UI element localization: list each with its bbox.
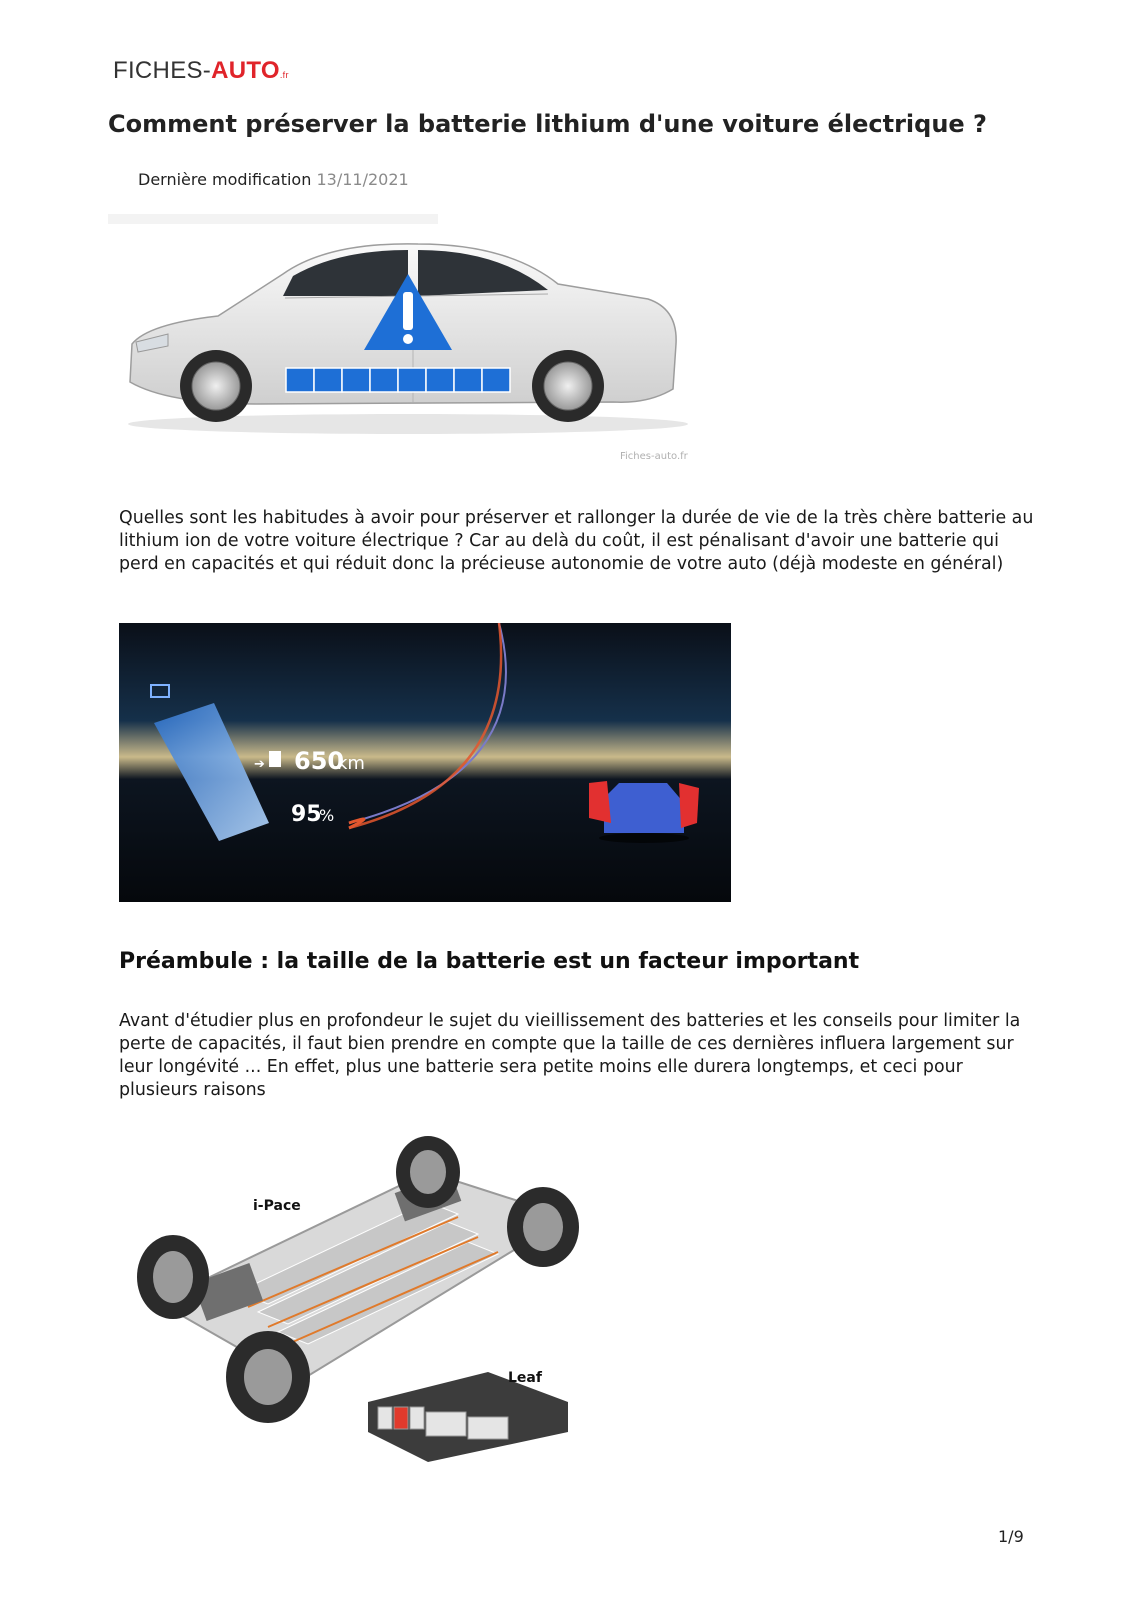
car-warning-image	[108, 214, 708, 476]
logo-text-auto: AUTO	[211, 57, 280, 84]
range-unit: km	[337, 753, 365, 774]
battery-comparison-image	[128, 1132, 598, 1487]
intro-paragraph: Quelles sont les habitudes à avoir pour préserver et rallonger la durée de vie de la très chère batterie au lithium ion de votre voiture électrique ? Car au delà du coût, il est pénalisant d'avoir une batterie qui perd en capacités et qui réduit donc la précieuse autonomie de votre auto (déjà modeste en général)	[119, 508, 1034, 574]
label-leaf: Leaf	[508, 1370, 542, 1386]
dashboard-range-image	[119, 623, 731, 902]
battery-unit: %	[319, 806, 335, 825]
battery-value: 95	[291, 802, 322, 827]
svg-text:➔: ➔	[254, 757, 265, 772]
last-modified-date: 13/11/2021	[316, 170, 409, 189]
last-modified	[138, 170, 409, 189]
image-watermark: Fiches-auto.fr	[620, 451, 688, 462]
section-paragraph-preambule: Avant d'étudier plus en profondeur le sujet du vieillissement des batteries et les conseils pour limiter la perte de capacités, il faut bien prendre en compte que la taille de ces dernières influera largement sur leur longévité ... En effet, plus une batterie sera petite moins elle durera longtemps, et ceci pour plusieurs raisons	[119, 1011, 1021, 1100]
page-number: 1/9	[998, 1527, 1024, 1546]
logo-text-fiches: FICHES-	[113, 57, 212, 84]
last-modified-label: Dernière modification	[138, 170, 312, 189]
page-title: Comment préserver la batterie lithium d'une voiture électrique ?	[108, 110, 987, 138]
section-heading-preambule: Préambule : la taille de la batterie est un facteur important	[119, 949, 860, 974]
range-value: 650	[294, 747, 345, 775]
logo-text-tld: .fr	[279, 70, 289, 80]
site-logo[interactable]	[113, 57, 289, 85]
label-i-pace: i-Pace	[253, 1198, 301, 1214]
